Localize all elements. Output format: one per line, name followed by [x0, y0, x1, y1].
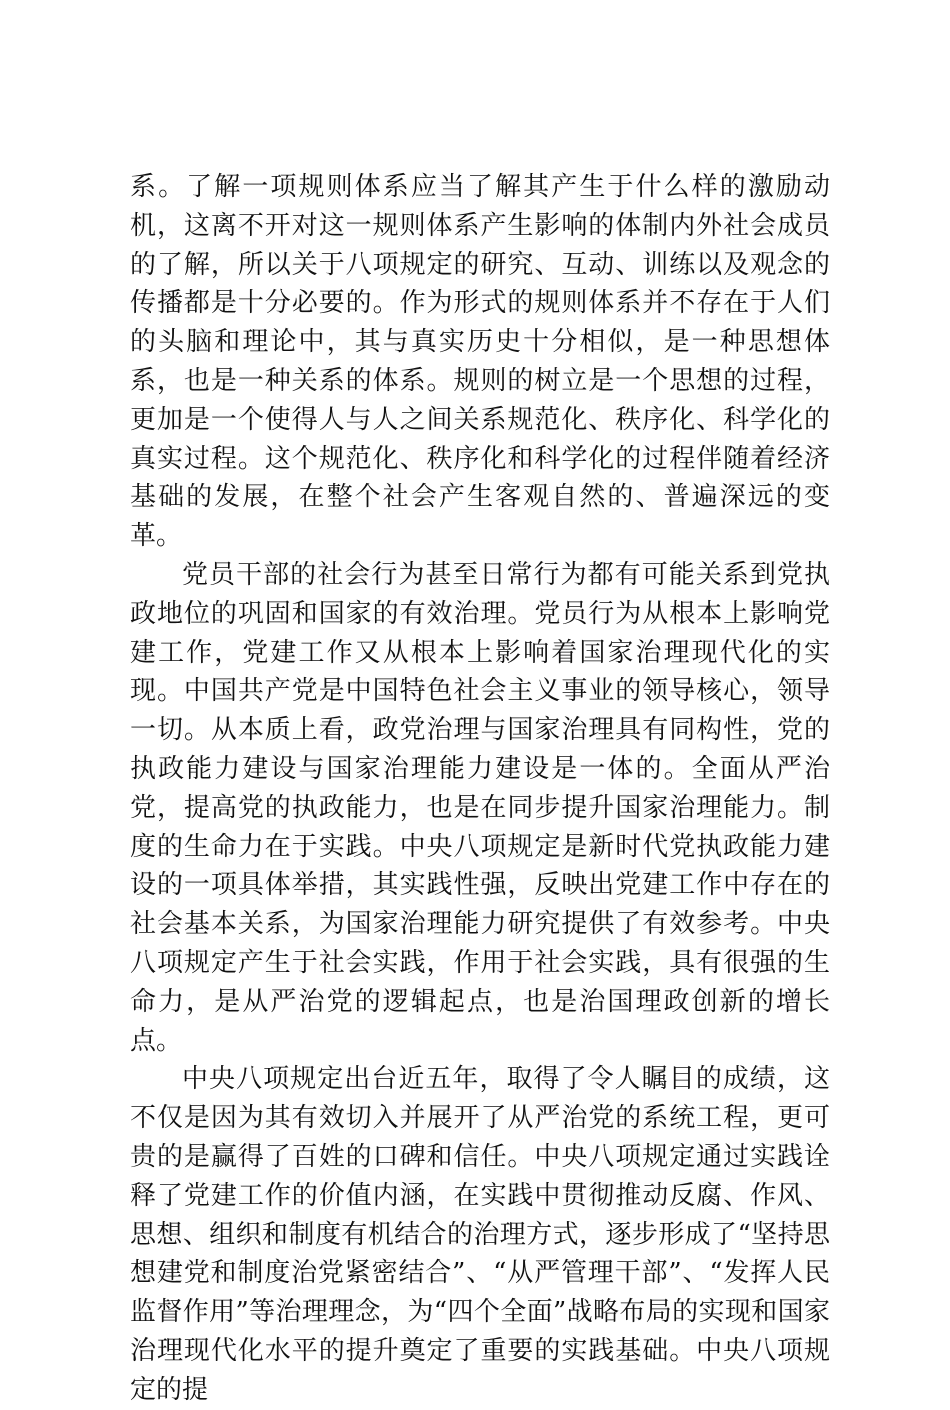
paragraph-2: 党员干部的社会行为甚至日常行为都有可能关系到党执政地位的巩固和国家的有效治理。党员行为从根本上影响党建工作，党建工作又从根本上影响着国家治理现代化的实现。中国共产党是中国特色社会主义事业的领导核心，领导一切。从本质上看，政党治理与国家治理具有同构性，党的执政能力建设与国家治理能力建设是一体的。全面从严治党，提高党的执政能力，也是在同步提升国家治理能力。制度的生命力在于实践。中央八项规定是新时代党执政能力建设的一项具体举措，其实践性强，反映出党建工作中存在的社会基本关系，为国家治理能力研究提供了有效参考。中央八项规定产生于社会实践，作用于社会实践，具有很强的生命力，是从严治党的逻辑起点，也是治国理政创新的增长点。 [130, 559, 830, 1056]
paragraph-3: 中央八项规定出台近五年，取得了令人瞩目的成绩，这不仅是因为其有效切入并展开了从严治党的系统工程，更可贵的是赢得了百姓的口碑和信任。中央八项规定通过实践诠释了党建工作的价值内涵，在实践中贯彻推动反腐、作风、思想、组织和制度有机结合的治理方式，逐步形成了“坚持思想建党和制度治党紧密结合”、“从严管理干部”、“发挥人民监督作用”等治理理念，为“四个全面”战略布局的实现和国家治理现代化水平的提升奠定了重要的实践基础。中央八项规定的提 [130, 1064, 830, 1405]
document-body [130, 168, 830, 1410]
paragraph-1: 系。了解一项规则体系应当了解其产生于什么样的激励动机，这离不开对这一规则体系产生影响的体制内外社会成员的了解，所以关于八项规定的研究、互动、训练以及观念的传播都是十分必要的。作为形式的规则体系并不存在于人们的头脑和理论中，其与真实历史十分相似，是一种思想体系，也是一种关系的体系。规则的树立是一个思想的过程，更加是一个使得人与人之间关系规范化、秩序化、科学化的真实过程。这个规范化、秩序化和科学化的过程伴随着经济基础的发展，在整个社会产生客观自然的、普遍深远的变革。 [130, 172, 830, 552]
